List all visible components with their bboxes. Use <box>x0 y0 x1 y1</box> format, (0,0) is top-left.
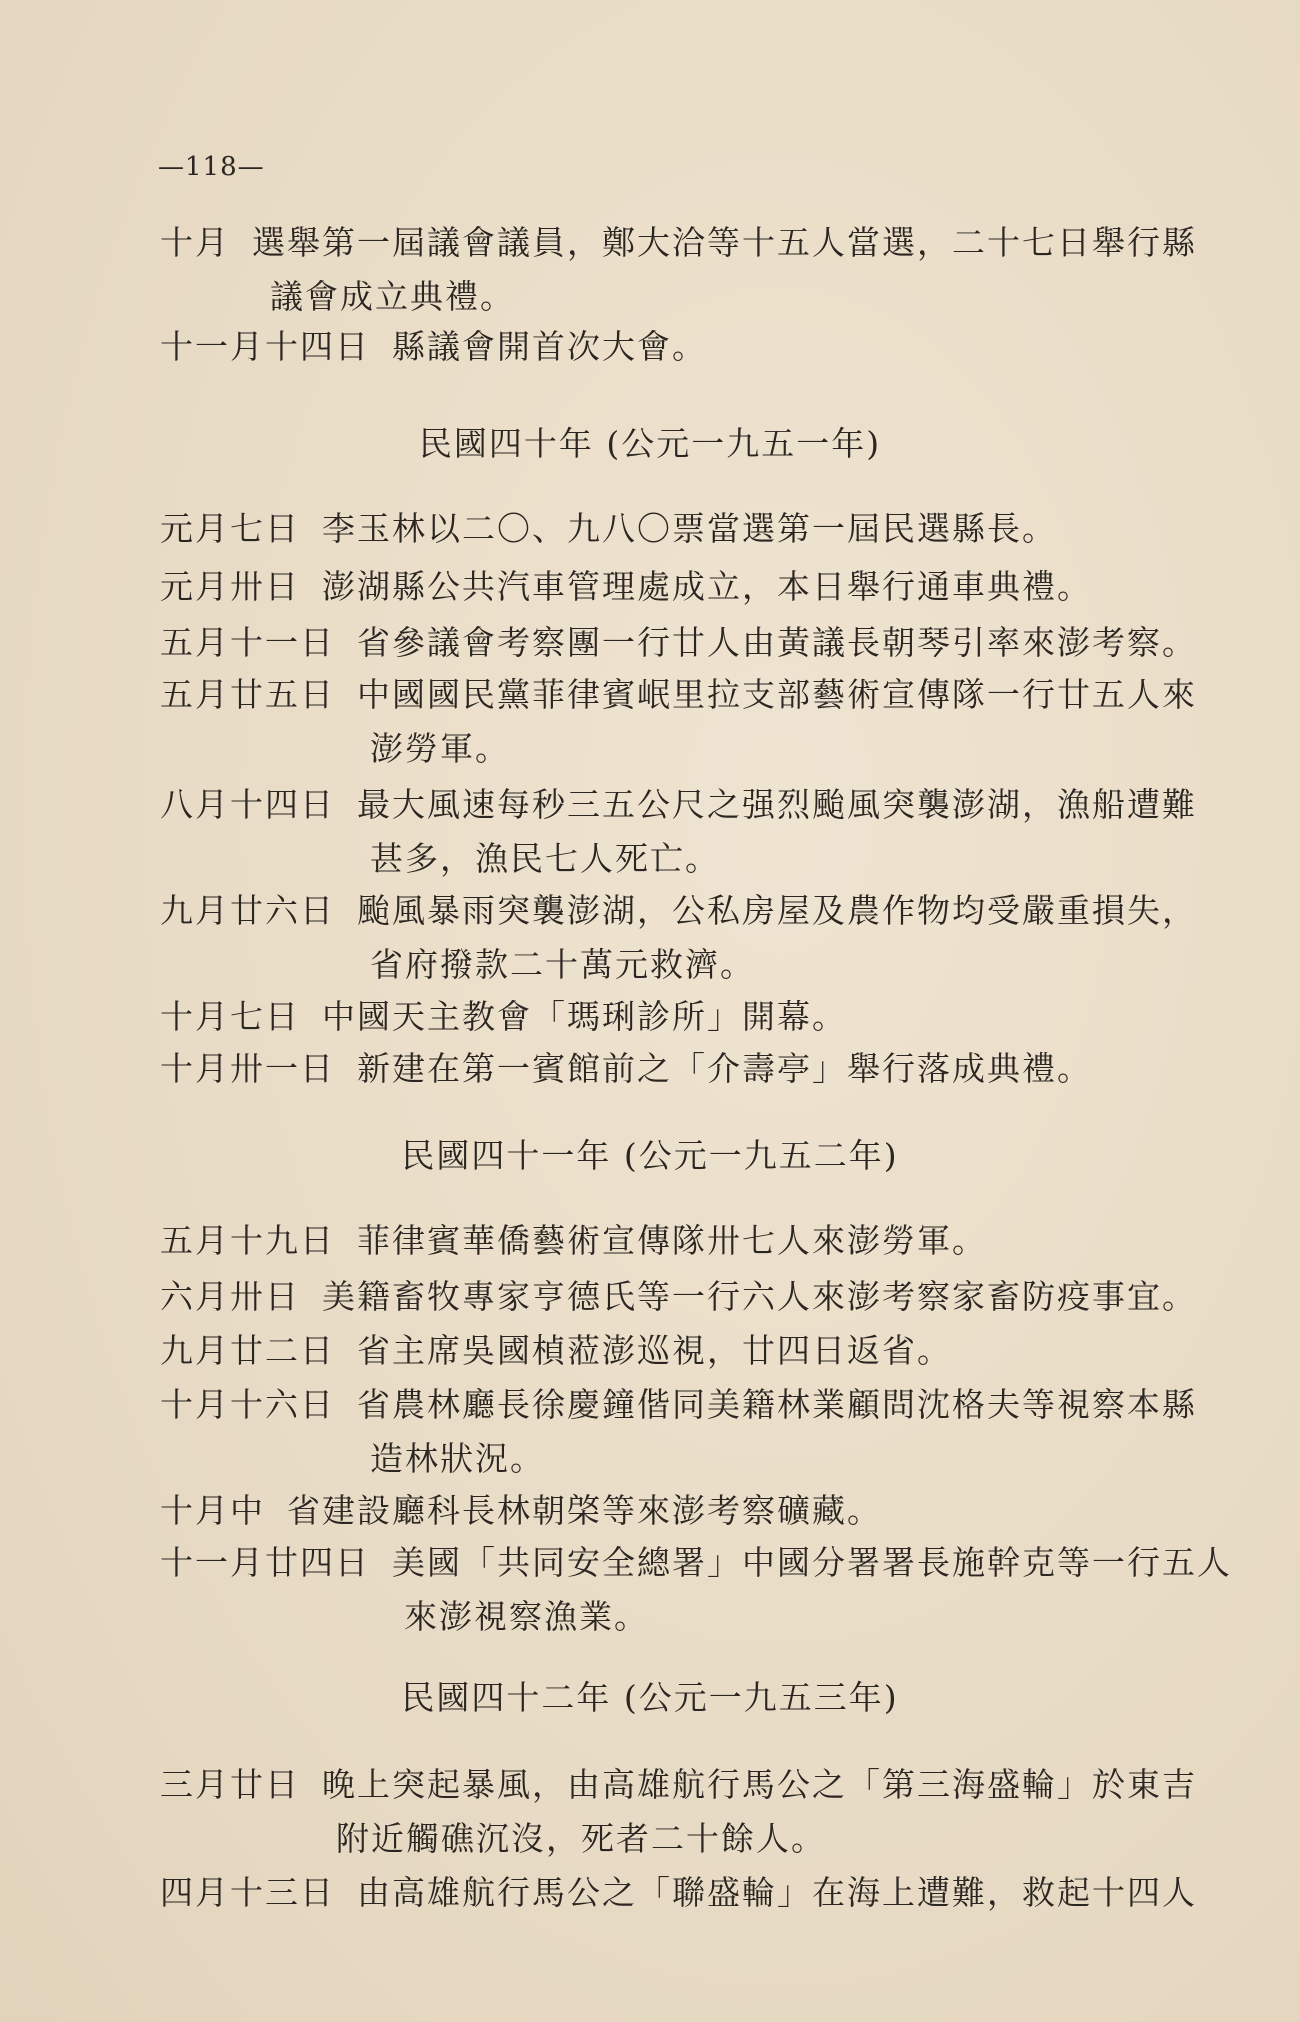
entry-text-continued: 省府撥款二十萬元救濟。 <box>370 945 755 984</box>
entry-date: 十一月廿四日 <box>160 1543 370 1582</box>
entry-date: 五月廿五日 <box>160 675 335 714</box>
entry-text: 縣議會開首次大會。 <box>392 327 707 366</box>
entry-date: 元月七日 <box>160 509 300 548</box>
year-heading: 民國四十二年 (公元一九五三年) <box>401 1678 899 1717</box>
entry-text: 晚上突起暴風，由高雄航行馬公之「第三海盛輪」於東吉 <box>322 1765 1197 1804</box>
chronology-entry <box>160 502 1220 556</box>
entry-text-continued: 造林狀況。 <box>370 1439 545 1478</box>
entry-text-continued: 附近觸礁沉沒，死者二十餘人。 <box>336 1819 826 1858</box>
entry-text: 李玉林以二〇、九八〇票當選第一屆民選縣長。 <box>322 509 1057 548</box>
chronology-entry <box>160 560 1220 614</box>
chronology-entry <box>160 320 1220 374</box>
entry-date: 元月卅日 <box>160 567 300 606</box>
entry-text: 中國國民黨菲律賓岷里拉支部藝術宣傳隊一行廿五人來 <box>357 675 1197 714</box>
entry-date: 五月十九日 <box>160 1221 335 1260</box>
chronology-entry <box>160 1758 1220 1866</box>
entry-text: 中國天主教會「瑪琍診所」開幕。 <box>322 997 847 1036</box>
entry-text-continued: 議會成立典禮。 <box>270 277 515 316</box>
entry-text: 新建在第一賓館前之「介壽亭」舉行落成典禮。 <box>357 1049 1092 1088</box>
chronology-entry <box>160 1866 1220 1920</box>
entry-text: 選舉第一屆議會議員，鄭大洽等十五人當選，二十七日舉行縣 <box>252 223 1197 262</box>
entry-text: 由高雄航行馬公之「聯盛輪」在海上遭難，救起十四人 <box>357 1873 1197 1912</box>
entry-date: 十月七日 <box>160 997 300 1036</box>
chronology-entry <box>160 216 1220 324</box>
chronology-entry <box>160 1270 1220 1324</box>
entry-date: 五月十一日 <box>160 623 335 662</box>
page-number: —118— <box>158 152 265 182</box>
entry-text: 菲律賓華僑藝術宣傳隊卅七人來澎勞軍。 <box>357 1221 987 1260</box>
entry-text-continued: 澎勞軍。 <box>370 729 510 768</box>
chronology-entry <box>160 616 1220 670</box>
chronology-entry <box>160 1042 1220 1096</box>
entry-text-continued: 甚多，漁民七人死亡。 <box>370 839 720 878</box>
entry-date: 四月十三日 <box>160 1873 335 1912</box>
chronology-entry <box>160 1214 1220 1268</box>
chronology-entry <box>160 668 1220 776</box>
entry-date: 十月 <box>160 223 230 262</box>
entry-date: 八月十四日 <box>160 785 335 824</box>
year-heading: 民國四十年 (公元一九五一年) <box>418 424 882 463</box>
chronology-entry <box>160 990 1220 1044</box>
entry-date: 三月廿日 <box>160 1765 300 1804</box>
chronology-entry <box>160 1484 1220 1538</box>
entry-text: 省農林廳長徐慶鐘偕同美籍林業顧問沈格夫等視察本縣 <box>357 1385 1197 1424</box>
entry-text: 颱風暴雨突襲澎湖，公私房屋及農作物均受嚴重損失， <box>357 891 1197 930</box>
entry-date: 十月十六日 <box>160 1385 335 1424</box>
entry-date: 十一月十四日 <box>160 327 370 366</box>
entry-date: 十月卅一日 <box>160 1049 335 1088</box>
entry-text: 省參議會考察團一行廿人由黃議長朝琴引率來澎考察。 <box>357 623 1197 662</box>
chronology-entry <box>160 778 1220 886</box>
chronology-entry <box>160 1536 1232 1644</box>
chronology-entry <box>160 884 1220 992</box>
entry-date: 九月廿六日 <box>160 891 335 930</box>
year-heading: 民國四十一年 (公元一九五二年) <box>401 1136 899 1175</box>
entry-text: 美國「共同安全總署」中國分署署長施幹克等一行五人 <box>392 1543 1232 1582</box>
entry-date: 六月卅日 <box>160 1277 300 1316</box>
entry-text: 最大風速每秒三五公尺之强烈颱風突襲澎湖，漁船遭難 <box>357 785 1197 824</box>
entry-text: 美籍畜牧專家亨德氏等一行六人來澎考察家畜防疫事宜。 <box>322 1277 1197 1316</box>
entry-text: 省建設廳科長林朝棨等來澎考察礦藏。 <box>287 1491 882 1530</box>
chronology-entry <box>160 1378 1220 1486</box>
entry-text: 省主席吳國楨蒞澎巡視，廿四日返省。 <box>357 1331 952 1370</box>
entry-date: 九月廿二日 <box>160 1331 335 1370</box>
entry-text: 澎湖縣公共汽車管理處成立，本日舉行通車典禮。 <box>322 567 1092 606</box>
chronology-entry <box>160 1324 1220 1378</box>
entry-text-continued: 來澎視察漁業。 <box>404 1597 649 1636</box>
entry-date: 十月中 <box>160 1491 265 1530</box>
